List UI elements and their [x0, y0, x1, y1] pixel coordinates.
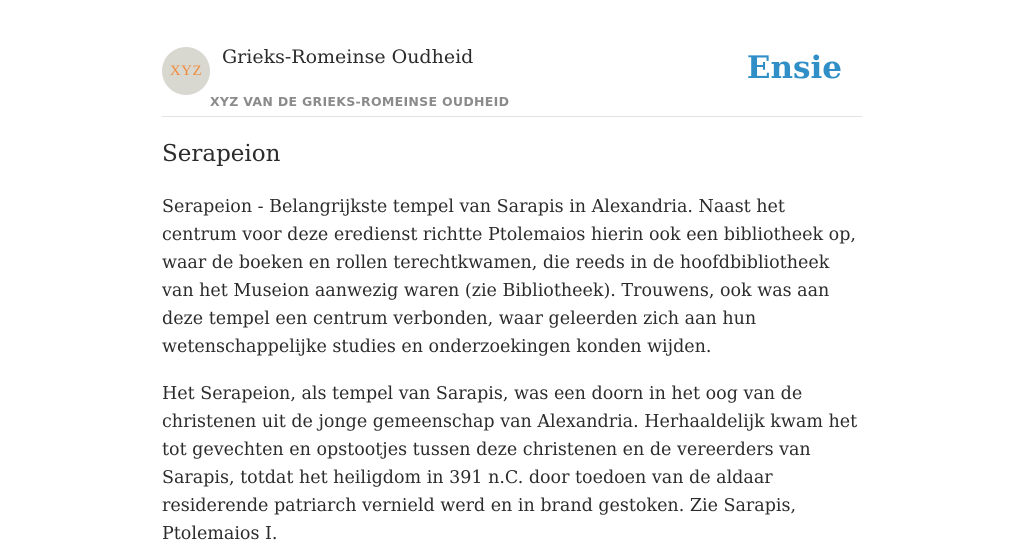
dictionary-title[interactable]: Grieks-Romeinse Oudheid — [222, 46, 474, 68]
article — [162, 136, 862, 548]
brand-logo-link[interactable]: Ensie — [746, 50, 842, 86]
site-header — [162, 0, 862, 117]
avatar[interactable]: XYZ — [162, 47, 210, 95]
article-title: Serapeion — [162, 141, 281, 167]
article-paragraph: Serapeion - Belangrijkste tempel van Sarapis in Alexandria. Naast het centrum voor deze eredienst richtte Ptolemaios hierin ook een bibliotheek op, waar de boeken en rollen terechtkwamen, die reeds in de hoofdbibliotheek van het Museion aanwezig waren (zie Bibliotheek). Trouwens, ook was aan deze tempel een centrum verbonden, waar geleerden zich aan hun wetenschappelijke studies en onderzoekingen konden wijden. — [162, 197, 856, 357]
article-paragraph: Het Serapeion, als tempel van Sarapis, was een doorn in het oog van de christenen uit de jonge gemeenschap van Alexandria. Herhaaldelijk kwam het tot gevechten en opstootjes tussen deze christenen en de vereerders van Sarapis, totdat het heiligdom in 391 n.C. door toedoen van de aldaar residerende patriarch vernield werd en in brand gestoken. Zie Sarapis, Ptolemaios I. — [162, 384, 858, 544]
dictionary-subtitle: XYZ VAN DE GRIEKS-ROMEINSE OUDHEID — [210, 94, 510, 109]
